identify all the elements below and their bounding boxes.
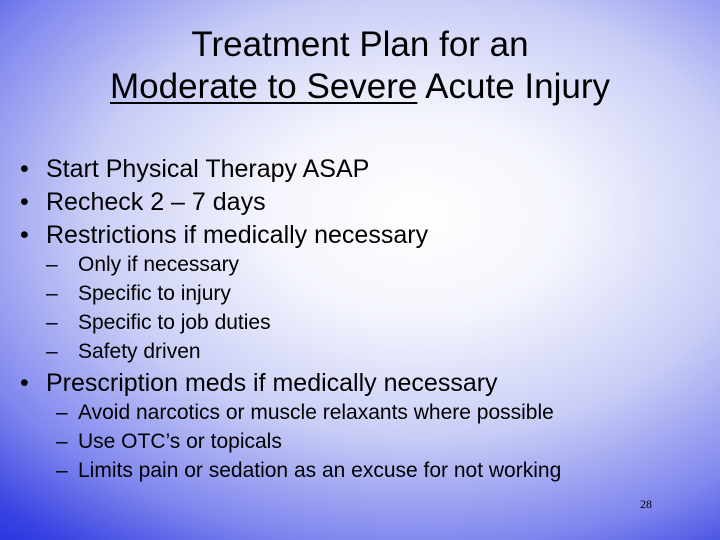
bullet-dot: • (20, 221, 29, 249)
page-number: 28 (640, 497, 652, 511)
title-underlined-text: Moderate to Severe (109, 67, 418, 106)
sub-bullet-item (56, 400, 554, 426)
sub-bullet-text: Only if necessary (78, 253, 240, 276)
bullet-text: Prescription meds if medically necessary (46, 369, 498, 397)
bullet-text: Restrictions if medically necessary (46, 221, 429, 249)
sub-bullet-item (46, 281, 231, 307)
sub-bullet-dash: – (46, 311, 58, 334)
sub-bullet-item (46, 252, 239, 278)
bullet-text: Start Physical Therapy ASAP (46, 155, 370, 183)
sub-bullet-text: Limits pain or sedation as an excuse for not working (78, 459, 562, 482)
title-line-1: Treatment Plan for an (191, 25, 529, 64)
sub-bullet-item (46, 310, 271, 336)
sub-bullet-dash: – (56, 459, 68, 482)
title-rest-text: Acute Injury (417, 67, 610, 106)
bullet-item (20, 154, 369, 184)
sub-bullet-text: Safety driven (78, 340, 201, 363)
sub-bullet-dash: – (46, 253, 58, 276)
bullet-dot: • (20, 155, 29, 183)
sub-bullet-text: Specific to injury (78, 282, 231, 305)
sub-bullet-item (56, 429, 282, 455)
bullet-item (20, 187, 266, 217)
bullet-item (20, 220, 428, 250)
sub-bullet-text: Avoid narcotics or muscle relaxants where possible (78, 401, 554, 424)
sub-bullet-dash: – (56, 401, 68, 424)
sub-bullet-text: Use OTC’s or topicals (78, 430, 282, 453)
sub-bullet-dash: – (56, 430, 68, 453)
sub-bullet-dash: – (46, 282, 58, 305)
sub-bullet-item (46, 339, 201, 365)
bullet-item (20, 368, 498, 398)
sub-bullet-item (56, 458, 561, 484)
bullet-text: Recheck 2 – 7 days (46, 188, 266, 216)
sub-bullet-text: Specific to job duties (78, 311, 271, 334)
bullet-dot: • (20, 369, 29, 397)
sub-bullet-dash: – (46, 340, 58, 363)
bullet-dot: • (20, 188, 29, 216)
